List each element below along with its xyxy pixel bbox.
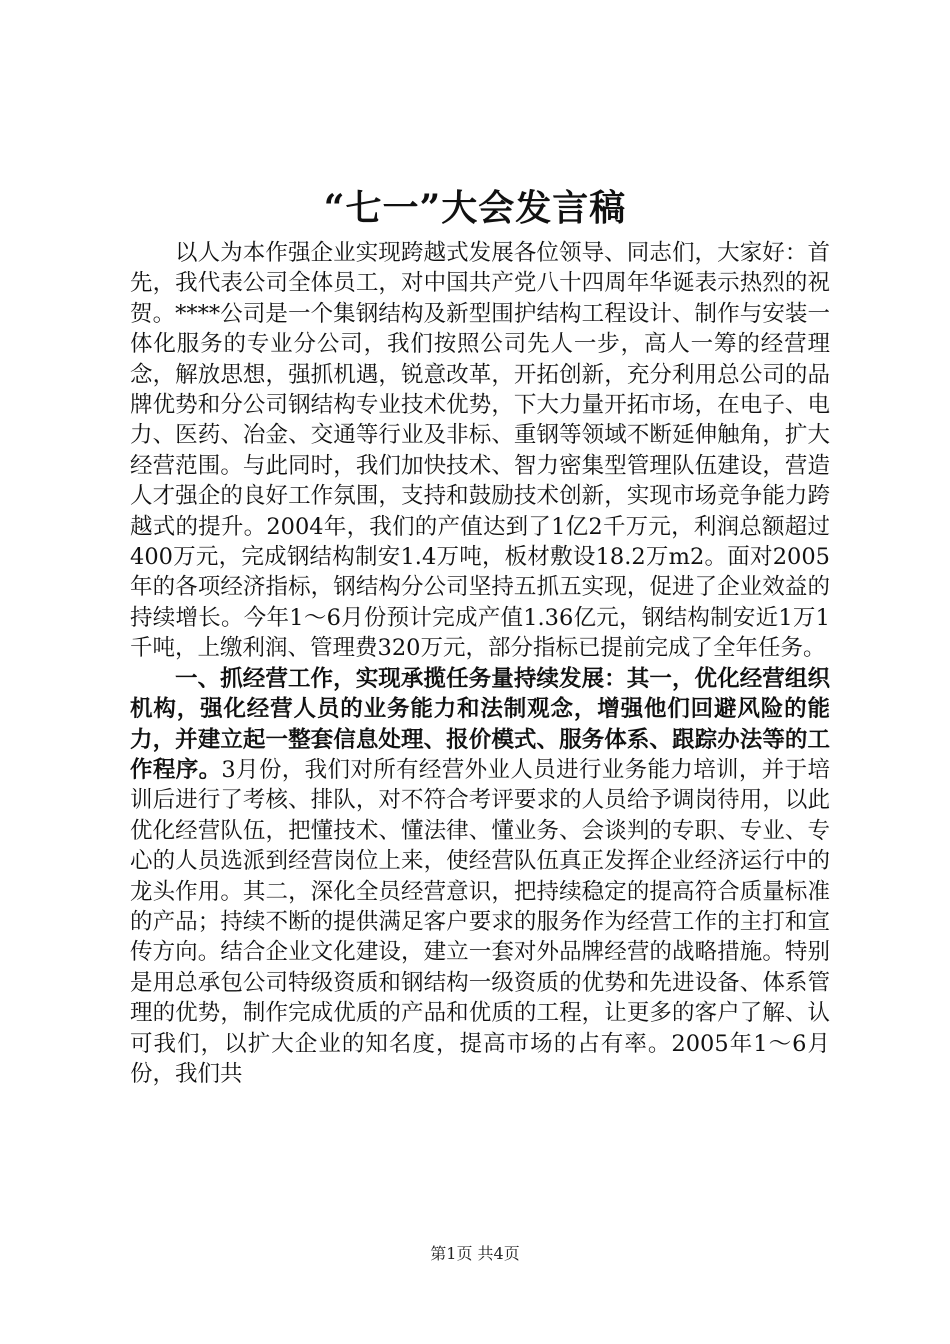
document-title: “七一”大会发言稿 <box>323 187 627 229</box>
document-body <box>130 238 830 1089</box>
paragraph-section-one <box>130 664 830 1090</box>
page-footer: 第1页 共4页 <box>430 1244 520 1263</box>
section-one-text: 3月份，我们对所有经营外业人员进行业务能力培训，并于培训后进行了考核、排队，对不符合考评要求的人员给予调岗待用，以此优化经营队伍，把懂技术、懂法律、懂业务、会谈判的专职、专业、专心的人员选派到经营岗位上来，使经营队伍真正发挥企业经济运行中的龙头作用。其二，深化全员经营意识，把持续稳定的提高符合质量标准的产品；持续不断的提供满足客户要求的服务作为经营工作的主打和宣传方向。结合企业文化建设，建立一套对外品牌经营的战略措施。特别是用总承包公司特级资质和钢结构一级资质的优势和先进设备、体系管理的优势，制作完成优质的产品和优质的工程，让更多的客户了解、认可我们，以扩大企业的知名度，提高市场的占有率。2005年1～6月份，我们共 <box>130 756 830 1087</box>
paragraph-intro: 以人为本作强企业实现跨越式发展各位领导、同志们，大家好：首先，我代表公司全体员工，对中国共产党八十四周年华诞表示热烈的祝贺。****公司是一个集钢结构及新型围护结构工程设计、制作与安装一体化服务的专业分公司，我们按照公司先人一步，高人一筹的经营理念，解放思想，强抓机遇，锐意改革，开拓创新，充分利用总公司的品牌优势和分公司钢结构专业技术优势，下大力量开拓市场，在电子、电力、医药、冶金、交通等行业及非标、重钢等领域不断延伸触角，扩大经营范围。与此同时，我们加快技术、智力密集型管理队伍建设，营造人才强企的良好工作氛围，支持和鼓励技术创新，实现市场竞争能力跨越式的提升。2004年，我们的产值达到了1亿2千万元，利润总额超过400万元，完成钢结构制安1.4万吨，板材敷设18.2万m2。面对2005年的各项经济指标，钢结构分公司坚持五抓五实现，促进了企业效益的持续增长。今年1～6月份预计完成产值1.36亿元，钢结构制安近1万1千吨，上缴利润、管理费320万元，部分指标已提前完成了全年任务。 <box>130 240 830 662</box>
section-one-heading: 一、抓经营工作，实现承揽任务量持续发展：其一，优化经营组织机构，强化经营人员的业务能力和法制观念，增强他们回避风险的能力，并建立起一整套信息处理、报价模式、服务体系、跟踪办法等的工作程序。 <box>130 665 830 783</box>
